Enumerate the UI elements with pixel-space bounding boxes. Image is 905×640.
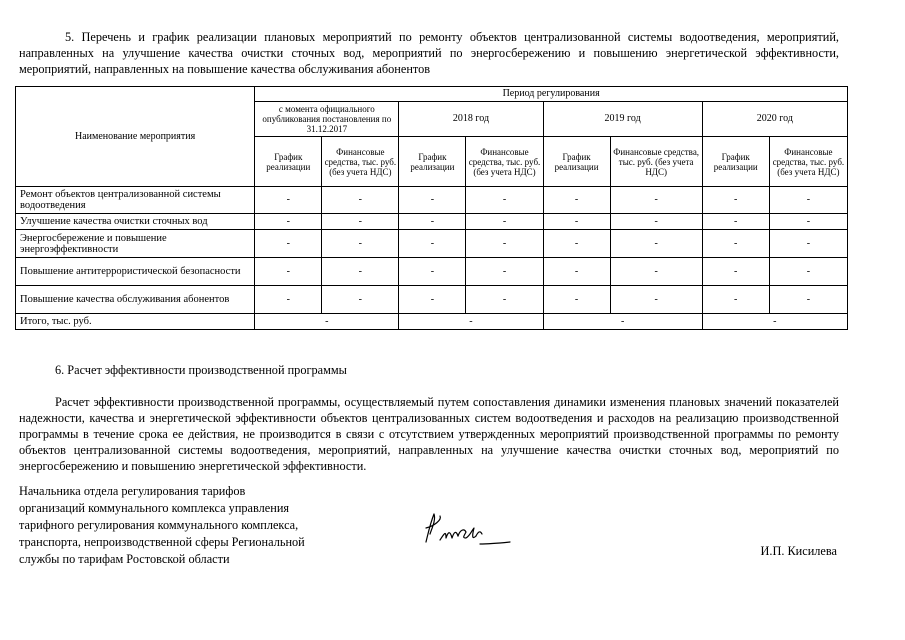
table-cell: -: [610, 214, 702, 230]
table-cell: -: [399, 187, 466, 214]
table-cell: -: [543, 286, 610, 314]
table-cell: -: [702, 286, 769, 314]
table-cell: -: [769, 214, 847, 230]
table-cell: -: [255, 286, 322, 314]
table-cell: -: [543, 214, 610, 230]
signer-title-line: транспорта, непроизводственной сферы Региональной: [19, 535, 305, 549]
table-cell: -: [399, 230, 466, 258]
table-cell: -: [466, 214, 543, 230]
table-cell: -: [610, 258, 702, 286]
header-activity-name: Наименование мероприятия: [16, 87, 255, 187]
table-cell: -: [322, 214, 399, 230]
section-6-paragraph: Расчет эффективности производственной программы, осуществляемый путем сопоставления динамики изменения плановых значений показателей надежности, качества и энергетической эффективности объектов централизованных систем водоотведения и расходов на реализацию производственной программы в течение срока ее действия, не производится в связи с отсутствием утвержденных мероприятий производственной программы по ремонту объектов централизованной системы водоотведения, мероприятий, направленных на улучшение качества очистки сточных вод, мероприятий по энергосбережению и повышению энергетической эффективности.: [19, 395, 839, 473]
table-cell: -: [255, 230, 322, 258]
table-cell: -: [702, 258, 769, 286]
table-cell: -: [702, 230, 769, 258]
signer-title: [19, 483, 349, 568]
table-cell: -: [322, 258, 399, 286]
total-cell: -: [702, 314, 847, 330]
header-period: Период регулирования: [255, 87, 848, 102]
activities-table: [15, 86, 848, 330]
table-cell: -: [769, 230, 847, 258]
row-name: Энергосбережение и повышение энергоэффективности: [16, 230, 255, 258]
table-cell: -: [769, 258, 847, 286]
total-cell: -: [255, 314, 399, 330]
table-cell: -: [255, 258, 322, 286]
header-year-2018: 2018 год: [399, 102, 543, 137]
row-name: Повышение антитеррористической безопасности: [16, 258, 255, 286]
total-cell: -: [399, 314, 543, 330]
subheader-schedule: График реализации: [543, 137, 610, 187]
table-row: [16, 230, 848, 258]
section-6-heading: 6. Расчет эффективности производственной программы: [55, 363, 347, 377]
table-cell: -: [769, 286, 847, 314]
subheader-schedule: График реализации: [255, 137, 322, 187]
signer-title-line: организаций коммунального комплекса управления: [19, 501, 290, 515]
table-cell: -: [399, 258, 466, 286]
header-year-2020: 2020 год: [702, 102, 847, 137]
header-moment: с момента официального опубликования постановления по 31.12.2017: [255, 102, 399, 137]
table-cell: -: [466, 258, 543, 286]
table-cell: -: [543, 258, 610, 286]
signature-strokes: [426, 514, 510, 544]
table-cell: -: [466, 187, 543, 214]
subheader-schedule: График реализации: [702, 137, 769, 187]
row-name: Улучшение качества очистки сточных вод: [16, 214, 255, 230]
table-row: [16, 286, 848, 314]
subheader-finance: Финансовые средства, тыс. руб. (без учета НДС): [466, 137, 543, 187]
table-cell: -: [543, 230, 610, 258]
total-row: [16, 314, 848, 330]
table-cell: -: [610, 230, 702, 258]
table-cell: -: [399, 286, 466, 314]
table-cell: -: [702, 214, 769, 230]
table-cell: -: [610, 286, 702, 314]
header-year-2019: 2019 год: [543, 102, 702, 137]
subheader-finance: Финансовые средства, тыс. руб. (без учета НДС): [610, 137, 702, 187]
subheader-finance: Финансовые средства, тыс. руб. (без учета НДС): [769, 137, 847, 187]
table-cell: -: [322, 286, 399, 314]
table-cell: -: [399, 214, 466, 230]
signer-title-line: тарифного регулирования коммунального комплекса,: [19, 518, 299, 532]
table-cell: -: [543, 187, 610, 214]
table-cell: -: [255, 214, 322, 230]
signer-name: И.П. Кисилева: [760, 544, 837, 558]
table-row: [16, 187, 848, 214]
table-cell: -: [466, 286, 543, 314]
table-cell: -: [702, 187, 769, 214]
handwritten-signature: [420, 506, 515, 552]
table-row: [16, 214, 848, 230]
table-cell: -: [322, 230, 399, 258]
table-cell: -: [610, 187, 702, 214]
table-cell: -: [255, 187, 322, 214]
table-cell: -: [769, 187, 847, 214]
table-cell: -: [466, 230, 543, 258]
row-name: Повышение качества обслуживания абонентов: [16, 286, 255, 314]
table-row: [16, 258, 848, 286]
signer-title-line: службы по тарифам Ростовской области: [19, 552, 230, 566]
total-label: Итого, тыс. руб.: [16, 314, 255, 330]
table-cell: -: [322, 187, 399, 214]
subheader-schedule: График реализации: [399, 137, 466, 187]
signer-title-line: Начальника отдела регулирования тарифов: [19, 484, 246, 498]
subheader-finance: Финансовые средства, тыс. руб. (без учета НДС): [322, 137, 399, 187]
row-name: Ремонт объектов централизованной системы водоотведения: [16, 187, 255, 214]
section-5-heading: 5. Перечень и график реализации плановых мероприятий по ремонту объектов централизованной системы водоотведения, мероприятий, направленных на улучшение качества очистки сточных вод, мероприятий по энергосбережению и повышению энергетической эффективности, мероприятий, направленных на повышение качества обслуживания абонентов: [19, 30, 839, 76]
total-cell: -: [543, 314, 702, 330]
